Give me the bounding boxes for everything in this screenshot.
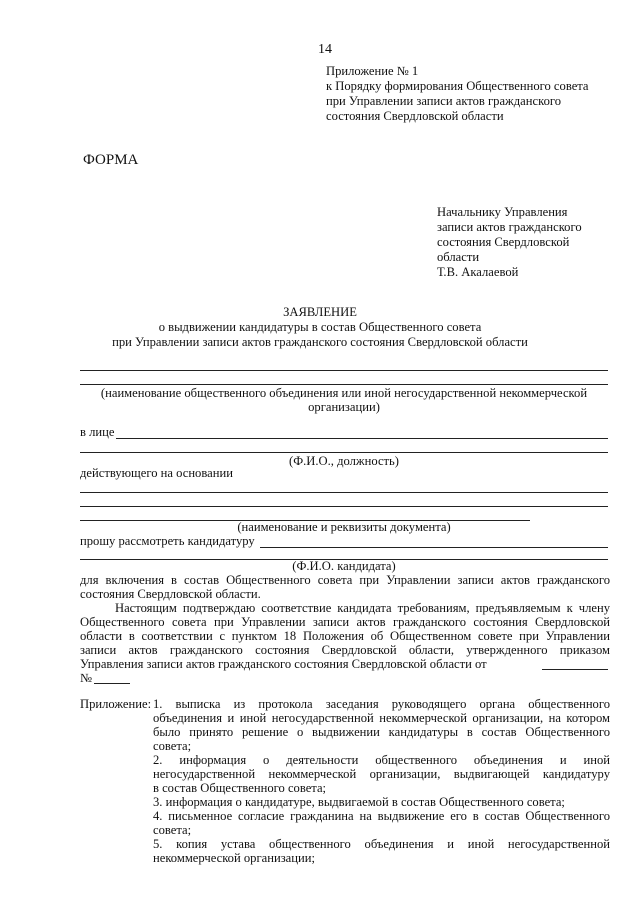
org-name-hint: (наименование общественного объединения или иной негосударственной некоммерческой [100,386,588,400]
body-line: Общественного совета при Управлении записи актов гражданского состояния Свердловской [80,615,610,629]
attachment-item: совета; [153,739,192,753]
appendix-line: состояния Свердловской области [326,109,504,123]
order-number-label: № [80,671,93,685]
attachments-label: Приложение: [80,697,152,711]
appendix-line: к Порядку формирования Общественного совета [326,79,589,93]
body-line: записи актов гражданского состояния Свердловской области, утвержденного приказом [80,643,610,657]
acting-basis-label: действующего на основании [80,466,233,480]
org-name-hint: организации) [308,400,380,414]
candidate-line[interactable] [260,547,608,548]
attachment-item: 4. письменное согласие гражданина на выдвижение его в состав Общественного [153,809,610,823]
body-line: области в соответствии с пунктом 18 Положения об Общественном совете при Управлении [80,629,610,643]
order-date-line[interactable] [542,669,608,670]
attachment-item: некоммерческой организации; [153,851,315,865]
body-line: Управления записи актов гражданского состояния Свердловской области от [80,657,487,671]
order-number-line[interactable] [94,683,130,684]
document-subtitle: о выдвижении кандидатуры в состав Общественного совета [158,320,482,334]
doc-hint: (наименование и реквизиты документа) [237,520,451,534]
fio-position-hint: (Ф.И.О., должность) [289,454,399,468]
org-name-line[interactable] [80,370,608,371]
basis-doc-line[interactable] [80,506,608,507]
appendix-line: Приложение № 1 [326,64,419,78]
form-label: ФОРМА [83,152,139,168]
attachment-item: в состав Общественного совета; [153,781,327,795]
addressee-line: состояния Свердловской [437,235,570,249]
document-subtitle: при Управлении записи актов гражданского состояния Свердловской области [112,335,528,349]
document-title: ЗАЯВЛЕНИЕ [283,305,357,319]
in-person-line[interactable] [80,452,608,453]
body-line: для включения в состав Общественного совета при Управлении записи актов гражданского [80,573,610,587]
basis-doc-line[interactable] [80,492,608,493]
attachment-item: совета; [153,823,192,837]
attachment-item: 5. копия устава общественного объединения и иной негосударственной [153,837,610,851]
addressee-line: Начальнику Управления [437,205,568,219]
addressee-line: области [437,250,480,264]
attachment-item: негосударственной некоммерческой организации, выдвигающей кандидатуру [153,767,610,781]
attachment-item: объединения и иной негосударственной некоммерческой организации, на котором [153,711,610,725]
body-line: Настоящим подтверждаю соответствие кандидата требованиям, предъявляемым к члену [115,601,610,615]
in-person-label: в лице [80,425,115,439]
addressee-line: Т.В. Акалаевой [437,265,519,279]
attachment-item: 3. информация о кандидатуре, выдвигаемой в состав Общественного совета; [153,795,565,809]
body-line: состояния Свердловской области. [80,587,261,601]
attachment-item: 1. выписка из протокола заседания руководящего органа общественного [153,697,610,711]
page-number: 14 [318,42,332,57]
in-person-line[interactable] [116,438,608,439]
addressee-line: записи актов гражданского [437,220,582,234]
attachment-item: 2. информация о деятельности общественного объединения и иной [153,753,610,767]
request-label: прошу рассмотреть кандидатуру [80,534,255,548]
candidate-hint: (Ф.И.О. кандидата) [292,559,396,573]
appendix-line: при Управлении записи актов гражданского [326,94,562,108]
attachment-item: было принято решение о выдвижении кандидатуры в состав Общественного [153,725,610,739]
org-name-line[interactable] [80,384,608,385]
